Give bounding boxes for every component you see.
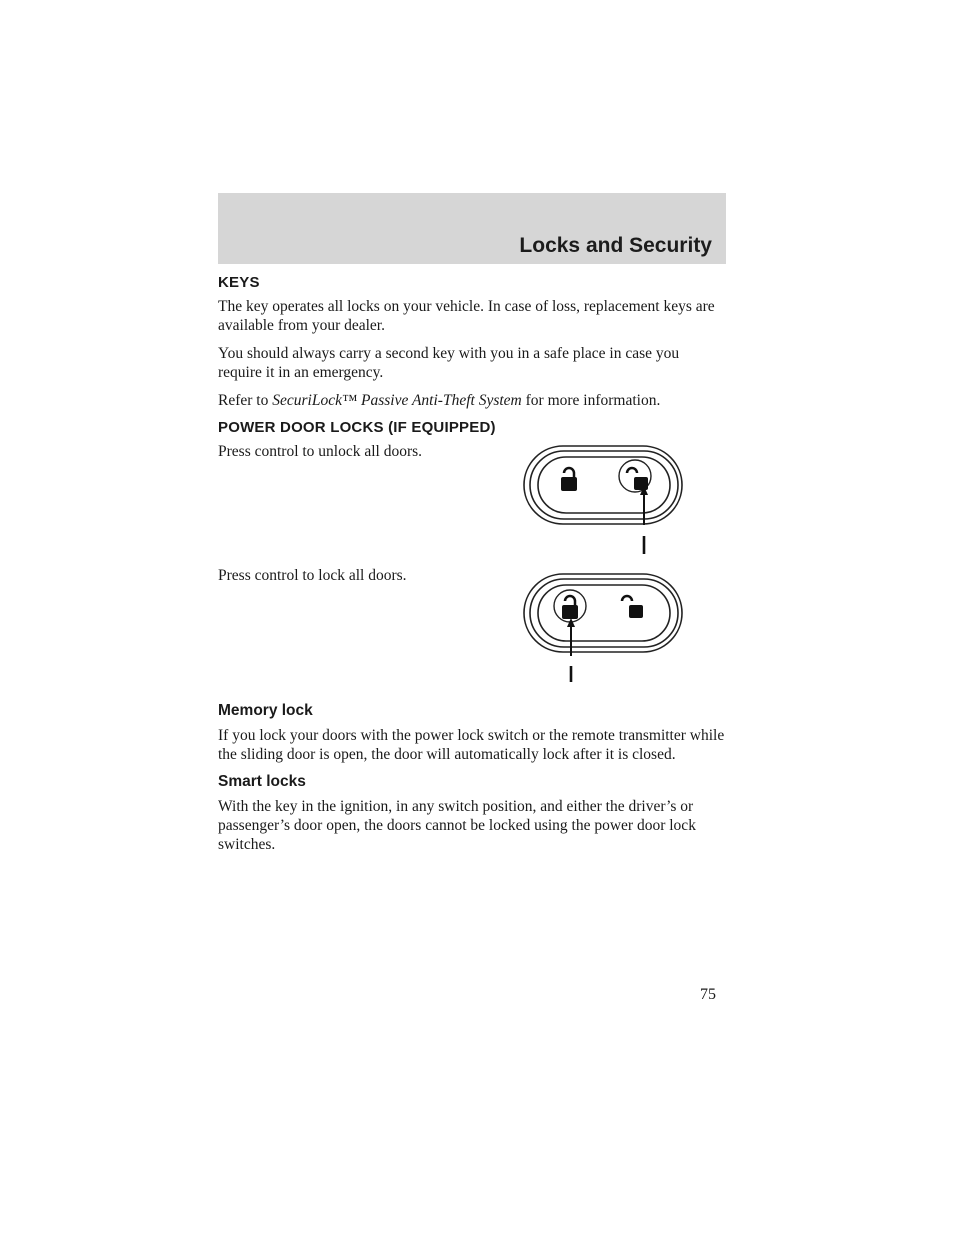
- keys-heading: KEYS: [218, 274, 260, 291]
- unlock-instruction: Press control to unlock all doors.: [218, 443, 423, 460]
- locked-padlock-icon: [554, 590, 586, 622]
- power-locks-heading: POWER DOOR LOCKS (IF EQUIPPED): [218, 419, 496, 436]
- refer-prefix: Refer to: [218, 392, 273, 409]
- keys-paragraph-1: The key operates all locks on your vehicle. In case of loss, replacement keys are available from your dealer.: [218, 298, 715, 334]
- memory-lock-heading: Memory lock: [218, 702, 313, 719]
- securilock-reference-link: SecuriLock™ Passive Anti-Theft System: [272, 392, 522, 409]
- unlocked-padlock-icon: [622, 596, 643, 618]
- locked-padlock-icon: [561, 468, 577, 491]
- unlock-switch-diagram-icon: [518, 440, 688, 560]
- lock-instruction: Press control to lock all doors.: [218, 567, 407, 584]
- memory-lock-text: If you lock your doors with the power lock switch or the remote transmitter while the sliding door is open, the door will automatically lock after it is closed.: [218, 727, 725, 763]
- lock-switch-diagram-icon: [518, 568, 688, 688]
- page-number: 75: [700, 986, 716, 1003]
- section-title: Locks and Security: [519, 234, 712, 257]
- smart-locks-heading: Smart locks: [218, 773, 306, 790]
- keys-reference: [218, 391, 726, 410]
- keys-paragraph-2: You should always carry a second key with you in a safe place in case you require it in an emergency.: [218, 345, 680, 381]
- header-band: [218, 193, 726, 264]
- refer-suffix: for more information.: [521, 392, 661, 409]
- unlocked-padlock-icon: [619, 460, 651, 492]
- smart-locks-text: With the key in the ignition, in any switch position, and either the driver’s or passenger’s door open, the doors cannot be locked using the power door lock switches.: [218, 798, 696, 853]
